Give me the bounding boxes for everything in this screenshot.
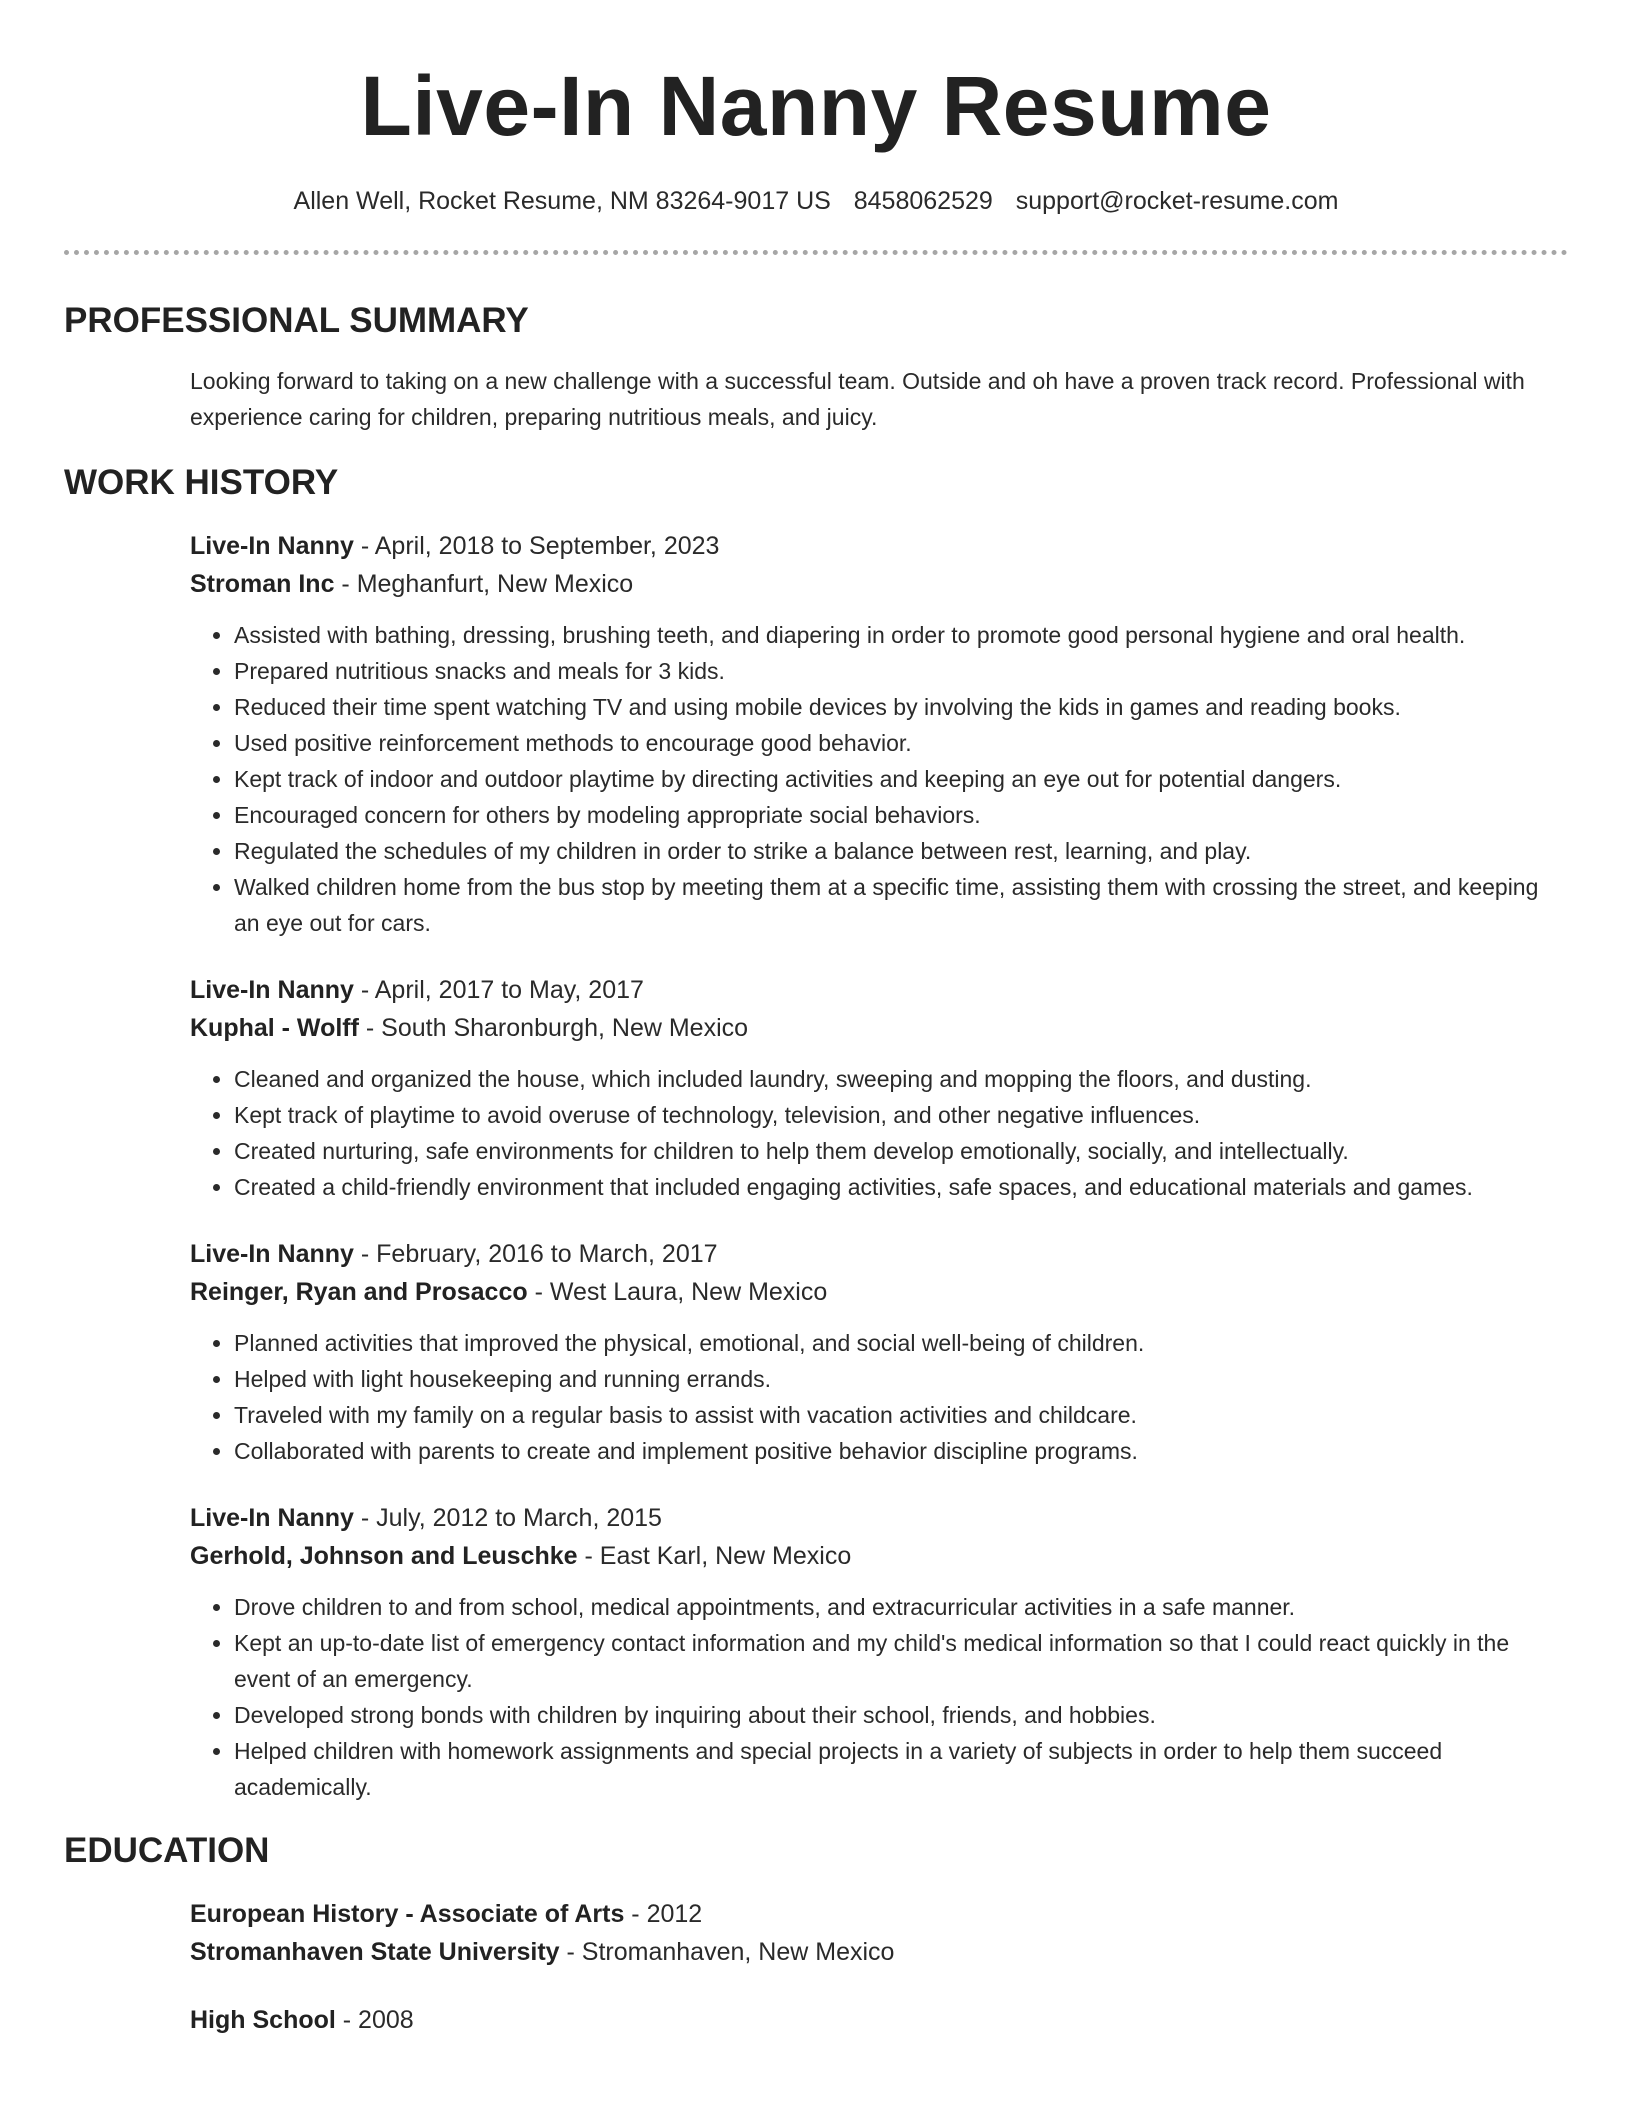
job-title: Live-In Nanny: [190, 976, 354, 1004]
job-company-line: [190, 565, 1568, 603]
job-company: Kuphal - Wolff: [190, 1014, 359, 1042]
degree-name: High School: [190, 2006, 336, 2034]
job-entry: [190, 1499, 1568, 1805]
list-item: • Reduced their time spent watching TV and using mobile devices by involving the kids in games and reading books.: [234, 689, 1568, 725]
job-entry: [190, 1235, 1568, 1469]
education-entry: [190, 1895, 1568, 1971]
work-history-heading: WORK HISTORY: [64, 463, 339, 502]
job-bullets: [190, 1325, 1568, 1469]
header-divider: [64, 250, 1568, 255]
job-company: Gerhold, Johnson and Leuschke: [190, 1542, 578, 1570]
contact-line: [64, 184, 1568, 218]
job-title-line: [190, 971, 1568, 1009]
summary-text: Looking forward to taking on a new challenge with a successful team. Outside and oh have a proven track record. Professional with experience caring for children, preparing nutritious meals, and juicy.: [190, 368, 1525, 430]
list-item: • Traveled with my family on a regular basis to assist with vacation activities and childcare.: [234, 1397, 1568, 1433]
list-item: • Drove children to and from school, medical appointments, and extracurricular activities in a safe manner.: [234, 1589, 1568, 1625]
list-item: • Collaborated with parents to create and implement positive behavior discipline programs.: [234, 1433, 1568, 1469]
job-title: Live-In Nanny: [190, 532, 354, 560]
list-item: • Encouraged concern for others by modeling appropriate social behaviors.: [234, 797, 1568, 833]
job-dates: - April, 2018 to September, 2023: [353, 532, 720, 560]
degree-year: - 2012: [624, 1900, 703, 1928]
job-bullets: [190, 1061, 1568, 1205]
job-company-line: [190, 1273, 1568, 1311]
list-item: • Helped children with homework assignments and special projects in a variety of subjects in order to help them succeed academically.: [234, 1733, 1568, 1805]
school-line: [190, 1933, 1568, 1971]
job-entry: [190, 971, 1568, 1205]
job-bullets: [190, 617, 1568, 941]
list-item: • Prepared nutritious snacks and meals for 3 kids.: [234, 653, 1568, 689]
resume-page: [64, 0, 1568, 2039]
job-title-line: [190, 1235, 1568, 1273]
job-company-line: [190, 1537, 1568, 1575]
degree-year: - 2008: [335, 2006, 414, 2034]
job-title: Live-In Nanny: [190, 1504, 354, 1532]
list-item: • Kept track of indoor and outdoor playtime by directing activities and keeping an eye out for potential dangers.: [234, 761, 1568, 797]
list-item: • Kept track of playtime to avoid overuse of technology, television, and other negative influences.: [234, 1097, 1568, 1133]
resume-title: Live-In Nanny Resume: [360, 59, 1272, 153]
list-item: • Created a child-friendly environment that included engaging activities, safe spaces, and educational materials and games.: [234, 1169, 1568, 1205]
degree-line: [190, 2001, 1568, 2039]
list-item: • Developed strong bonds with children by inquiring about their school, friends, and hobbies.: [234, 1697, 1568, 1733]
list-item: • Assisted with bathing, dressing, brushing teeth, and diapering in order to promote good personal hygiene and oral health.: [234, 617, 1568, 653]
job-bullets: [190, 1589, 1568, 1805]
school-name: Stromanhaven State University: [190, 1938, 560, 1966]
list-item: • Planned activities that improved the physical, emotional, and social well-being of children.: [234, 1325, 1568, 1361]
job-entry: [190, 527, 1568, 941]
job-company: Reinger, Ryan and Prosacco: [190, 1278, 528, 1306]
list-item: • Used positive reinforcement methods to encourage good behavior.: [234, 725, 1568, 761]
list-item: • Created nurturing, safe environments for children to help them develop emotionally, socially, and intellectually.: [234, 1133, 1568, 1169]
contact-address: Allen Well, Rocket Resume, NM 83264-9017 US: [293, 187, 831, 215]
job-company: Stroman Inc: [190, 570, 335, 598]
job-title: Live-In Nanny: [190, 1240, 354, 1268]
job-dates: - July, 2012 to March, 2015: [353, 1504, 662, 1532]
school-location: - Stromanhaven, New Mexico: [559, 1938, 895, 1966]
job-company-line: [190, 1009, 1568, 1047]
job-location: - West Laura, New Mexico: [527, 1278, 828, 1306]
summary-heading: PROFESSIONAL SUMMARY: [64, 301, 529, 340]
job-location: - Meghanfurt, New Mexico: [334, 570, 634, 598]
job-dates: - April, 2017 to May, 2017: [353, 976, 644, 1004]
list-item: • Regulated the schedules of my children in order to strike a balance between rest, learning, and play.: [234, 833, 1568, 869]
education-heading: EDUCATION: [64, 1831, 270, 1870]
work-history-list: [190, 527, 1568, 1805]
job-title-line: [190, 1499, 1568, 1537]
job-location: - East Karl, New Mexico: [577, 1542, 852, 1570]
list-item: • Helped with light housekeeping and running errands.: [234, 1361, 1568, 1397]
list-item: • Walked children home from the bus stop by meeting them at a specific time, assisting them with crossing the street, and keeping an eye out for cars.: [234, 869, 1568, 941]
education-list: [190, 1895, 1568, 2039]
degree-line: [190, 1895, 1568, 1933]
list-item: • Kept an up-to-date list of emergency contact information and my child's medical information so that I could react quickly in the event of an emergency.: [234, 1625, 1568, 1697]
education-entry: [190, 2001, 1568, 2039]
job-dates: - February, 2016 to March, 2017: [353, 1240, 718, 1268]
degree-name: European History - Associate of Arts: [190, 1900, 625, 1928]
contact-email: support@rocket-resume.com: [1015, 187, 1339, 215]
list-item: • Cleaned and organized the house, which included laundry, sweeping and mopping the floors, and dusting.: [234, 1061, 1568, 1097]
job-title-line: [190, 527, 1568, 565]
contact-phone: 8458062529: [853, 187, 993, 215]
job-location: - South Sharonburgh, New Mexico: [358, 1014, 749, 1042]
